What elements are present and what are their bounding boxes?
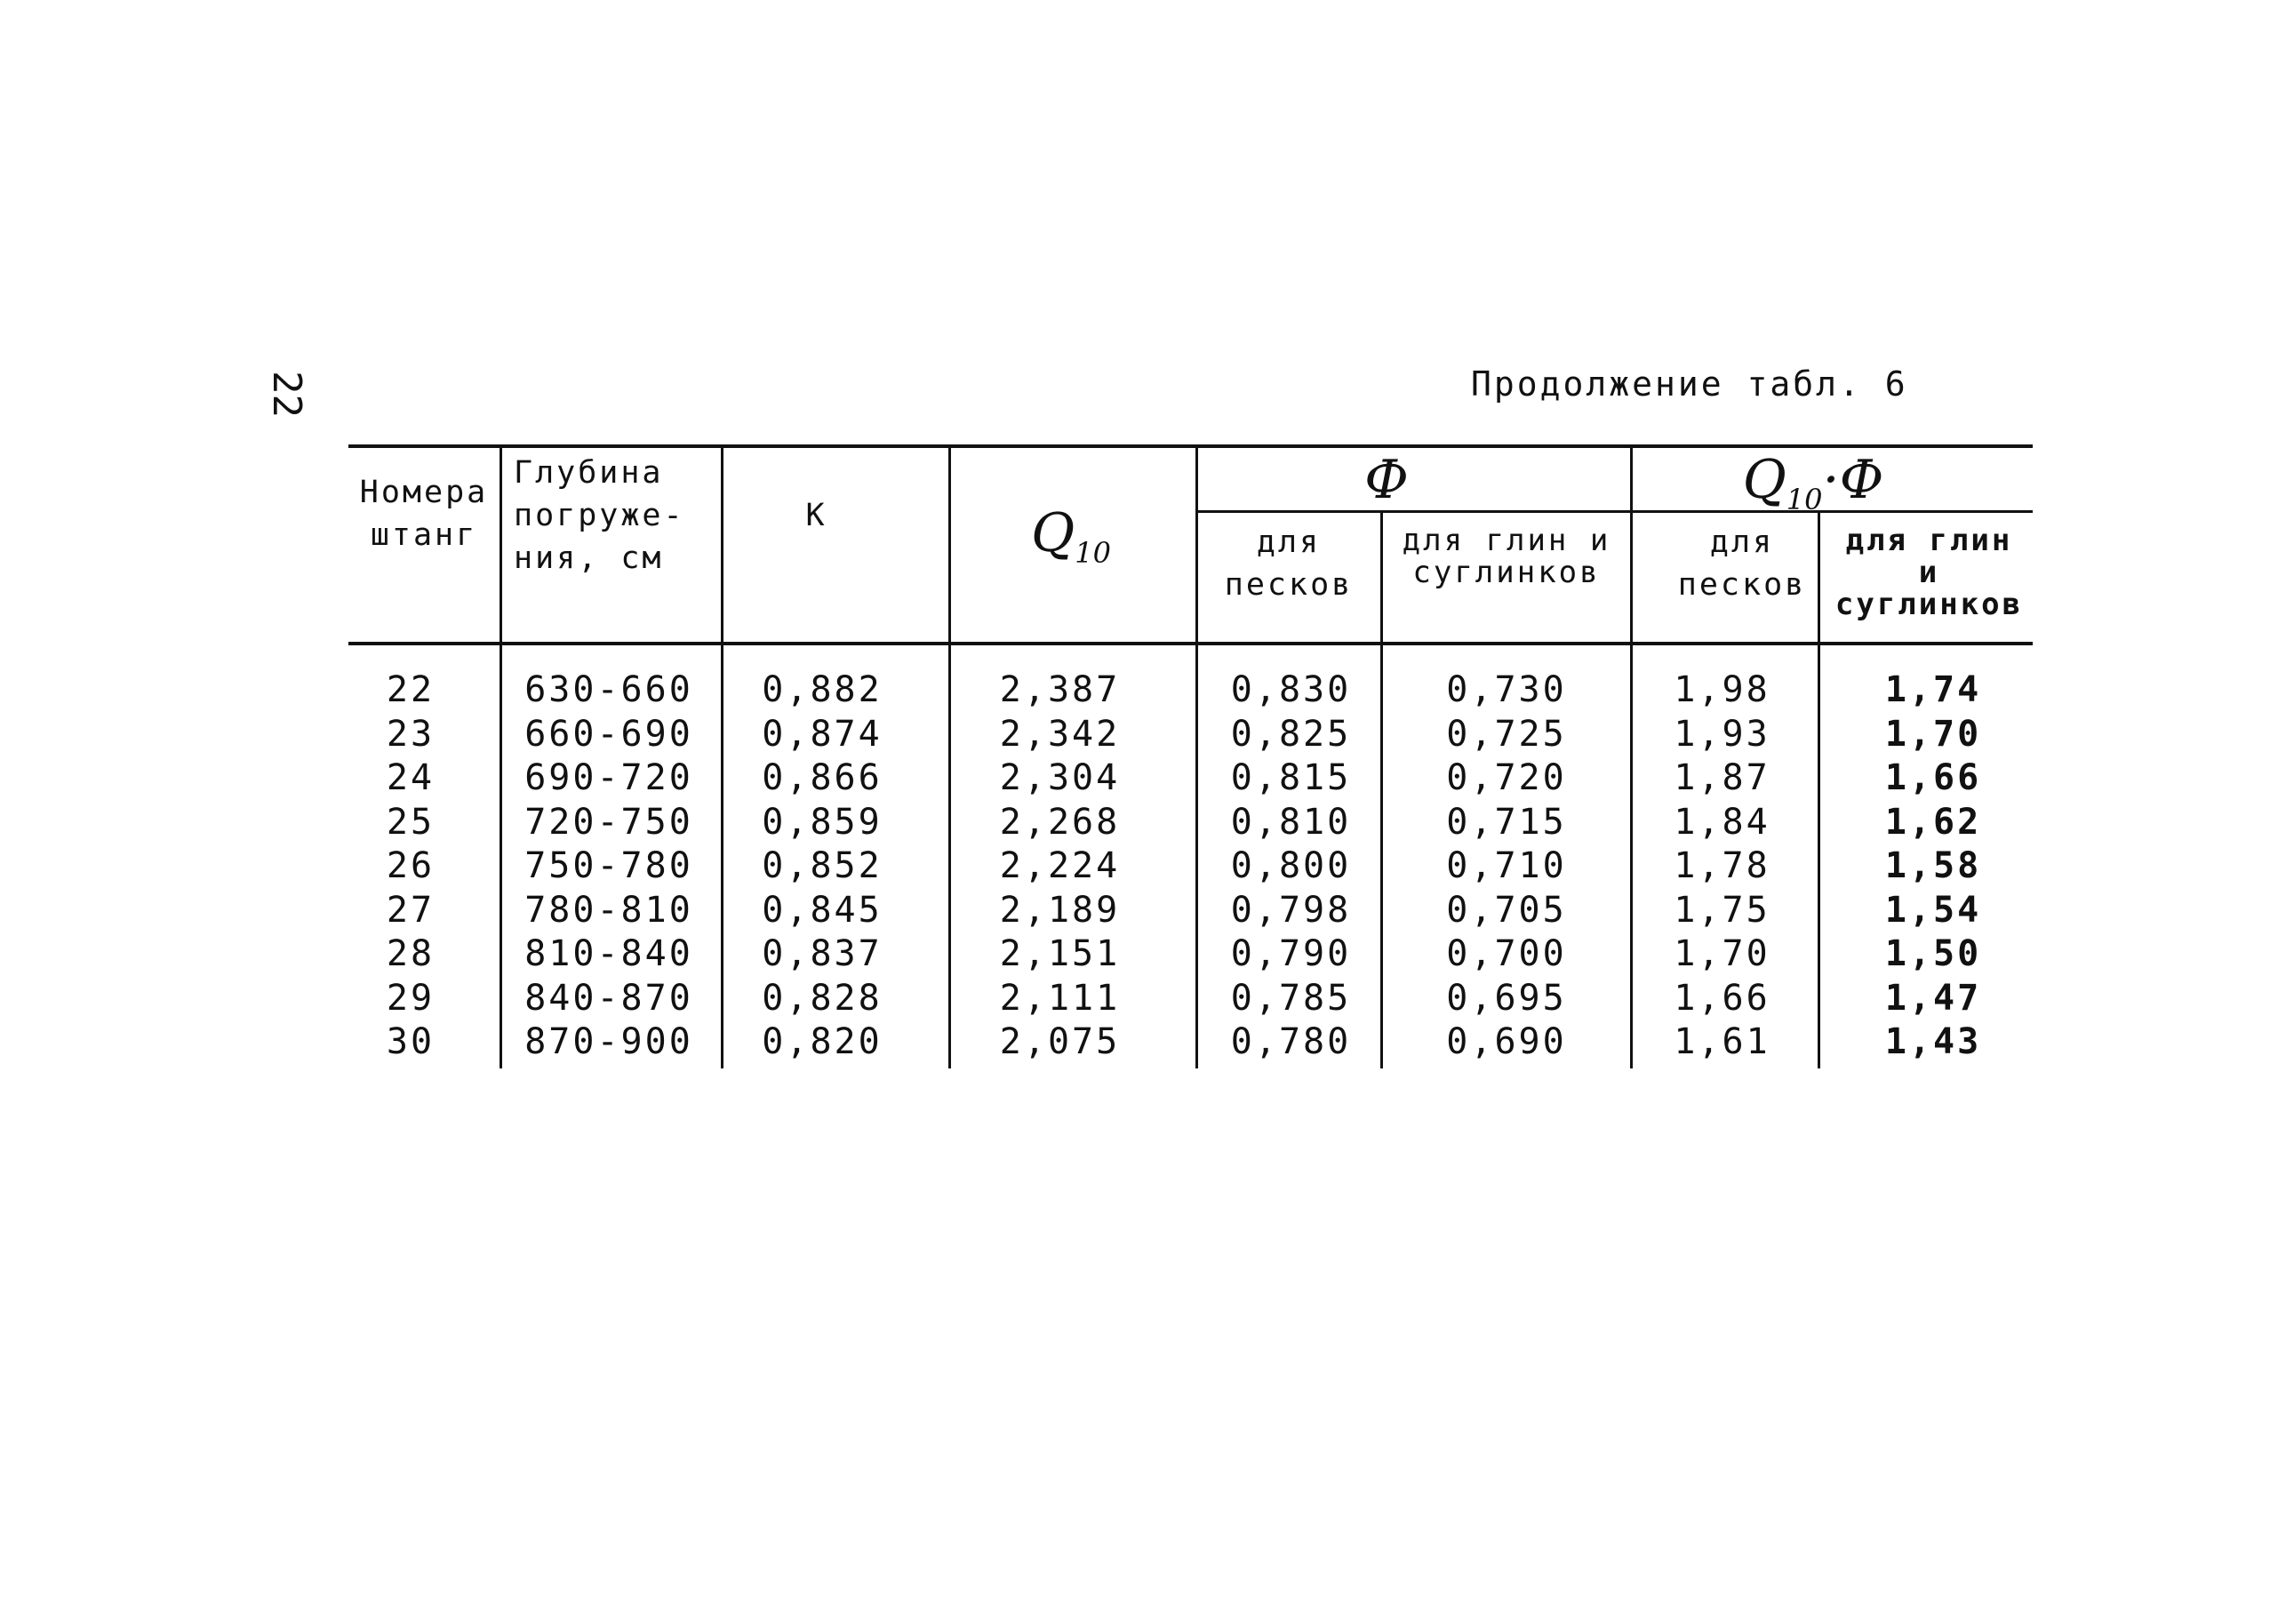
table-cell: 2,075 <box>999 1021 1121 1062</box>
table-caption: Продолжение табл. 6 <box>1471 364 1908 404</box>
table-cell: 1,66 <box>1884 757 1982 798</box>
table-cell: 0,830 <box>1230 669 1352 710</box>
table-cell: 2,387 <box>999 669 1121 710</box>
header-rod-number: Номера штанг <box>359 475 489 553</box>
table-cell: 25 <box>386 801 436 843</box>
table-cell: 1,78 <box>1674 845 1770 886</box>
table-cell: 660-690 <box>524 713 693 755</box>
table-cell: 29 <box>386 977 436 1019</box>
table-cell: 0,798 <box>1230 889 1352 931</box>
table-cell: 27 <box>386 889 436 931</box>
table-cell: 840-870 <box>524 977 693 1019</box>
header-phi-symbol: Ф <box>1364 449 1409 511</box>
column-divider <box>500 446 502 1068</box>
table-cell: 0,800 <box>1230 845 1352 886</box>
table-cell: 0,810 <box>1230 801 1352 843</box>
table-cell: 1,58 <box>1884 845 1982 886</box>
table-cell: 1,93 <box>1674 713 1770 755</box>
table-cell: 1,70 <box>1884 713 1982 755</box>
header-q10-symbol: $Q_{10}$ <box>1031 502 1111 570</box>
table-cell: 2,189 <box>999 889 1121 931</box>
table-cell: 1,66 <box>1674 977 1770 1019</box>
table-cell: 2,342 <box>999 713 1121 755</box>
column-rod-number <box>348 668 473 1065</box>
table-cell: 0,874 <box>762 713 883 755</box>
table-cell: 0,852 <box>762 845 883 886</box>
table-cell: 750-780 <box>524 845 693 886</box>
table-cell: 870-900 <box>524 1021 693 1062</box>
table-cell: 24 <box>386 757 436 798</box>
column-divider <box>1195 446 1198 1068</box>
table-cell: 810-840 <box>524 933 693 974</box>
table-cell: 1,54 <box>1884 889 1982 931</box>
table-top-rule <box>348 444 2033 448</box>
table-cell: 0,720 <box>1446 757 1567 798</box>
table-cell: 2,111 <box>999 977 1121 1019</box>
header-phi-sands: для песков <box>1224 524 1354 603</box>
table-cell: 0,825 <box>1230 713 1352 755</box>
table-cell: 1,47 <box>1884 977 1982 1019</box>
table-cell: 1,43 <box>1884 1021 1982 1062</box>
header-depth: Глубина погруже-ния, см <box>514 455 685 576</box>
table-cell: 0,815 <box>1230 757 1352 798</box>
table-cell: 0,710 <box>1446 845 1567 886</box>
table-cell: 30 <box>386 1021 436 1062</box>
table-cell: 1,98 <box>1674 669 1770 710</box>
table-cell: 780-810 <box>524 889 693 931</box>
column-phi-sands <box>1209 668 1373 1065</box>
header-k: K <box>805 498 827 533</box>
table-cell: 2,268 <box>999 801 1121 843</box>
column-divider <box>1818 512 1820 1068</box>
table-cell: 690-720 <box>524 757 693 798</box>
column-q10 <box>969 668 1151 1065</box>
table-cell: 22 <box>386 669 436 710</box>
header-q10-phi-symbol: $Q_{10}\cdot Ф$ <box>1742 449 1884 516</box>
table-cell: 630-660 <box>524 669 693 710</box>
table-cell: 26 <box>386 845 436 886</box>
column-divider <box>1380 512 1383 1068</box>
table-cell: 0,785 <box>1230 977 1352 1019</box>
table-cell: 0,700 <box>1446 933 1567 974</box>
column-divider <box>721 446 723 1068</box>
table-cell: 1,70 <box>1674 933 1770 974</box>
table-cell: 1,87 <box>1674 757 1770 798</box>
column-k <box>729 668 915 1065</box>
table-cell: 0,730 <box>1446 669 1567 710</box>
column-depth <box>507 668 711 1065</box>
table-cell: 23 <box>386 713 436 755</box>
table-cell: 2,151 <box>999 933 1121 974</box>
table-cell: 0,690 <box>1446 1021 1567 1062</box>
header-q10phi-clays: для глин и суглинков <box>1834 523 2024 622</box>
table-cell: 2,224 <box>999 845 1121 886</box>
column-divider <box>1630 446 1633 1068</box>
column-q10phi-clays <box>1840 668 2026 1065</box>
table-cell: 0,882 <box>762 669 883 710</box>
table-cell: 0,790 <box>1230 933 1352 974</box>
column-phi-clays <box>1395 668 1618 1065</box>
table-cell: 2,304 <box>999 757 1121 798</box>
table-cell: 0,780 <box>1230 1021 1352 1062</box>
table-cell: 0,705 <box>1446 889 1567 931</box>
page-number: 22 <box>263 371 309 418</box>
column-divider <box>948 446 951 1068</box>
table-cell: 0,828 <box>762 977 883 1019</box>
table-cell: 1,50 <box>1884 933 1982 974</box>
header-phi-clays: для глин и суглинков <box>1402 523 1611 590</box>
table-cell: 0,715 <box>1446 801 1567 843</box>
header-q10phi-sands: для песков <box>1677 524 1807 603</box>
table-cell: 28 <box>386 933 436 974</box>
table-cell: 720-750 <box>524 801 693 843</box>
table-cell: 1,84 <box>1674 801 1770 843</box>
table-cell: 0,859 <box>762 801 883 843</box>
table-cell: 0,866 <box>762 757 883 798</box>
column-q10phi-sands <box>1644 668 1800 1065</box>
table-cell: 1,74 <box>1884 669 1982 710</box>
table-cell: 1,62 <box>1884 801 1982 843</box>
table-cell: 1,61 <box>1674 1021 1770 1062</box>
table-cell: 0,725 <box>1446 713 1567 755</box>
table-cell: 1,75 <box>1674 889 1770 931</box>
table-cell: 0,820 <box>762 1021 883 1062</box>
table-cell: 0,845 <box>762 889 883 931</box>
header-bottom-rule <box>348 642 2033 645</box>
table-cell: 0,837 <box>762 933 883 974</box>
table-cell: 0,695 <box>1446 977 1567 1019</box>
